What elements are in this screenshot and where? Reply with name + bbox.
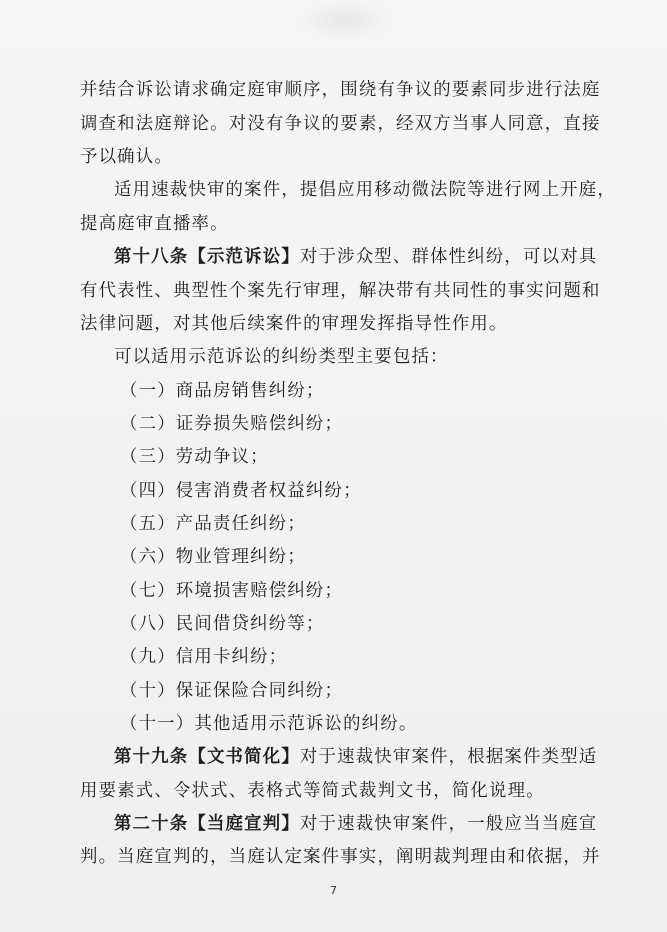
text-segment: 用要素式、令状式、表格式等简式裁判文书，简化说理。 — [80, 781, 545, 801]
article-title: 第二十条【当庭宣判】 — [114, 814, 300, 834]
text-segment: 判。当庭宣判的，当庭认定案件事实，阐明裁判理由和依据，并 — [80, 847, 601, 867]
list-item — [120, 512, 600, 536]
text-segment: 对于涉众型、群体性纠纷，可以对具 — [299, 247, 598, 267]
text-segment: 并结合诉讼请求确定庭审顺序，围绕有争议的要素同步进行法庭 — [80, 80, 601, 100]
text-segment: 适用速裁快审的案件，提倡应用移动微法院等进行网上开庭， — [114, 180, 616, 200]
text-line — [80, 78, 600, 102]
text-line — [80, 212, 600, 236]
text-line — [80, 145, 600, 169]
article-19-heading-line — [114, 745, 600, 769]
article-title: 第十九条【文书简化】 — [114, 747, 300, 767]
text-segment: 有代表性、典型性个案先行审理，解决带有共同性的事实问题和 — [80, 281, 601, 301]
text-line — [80, 845, 600, 869]
text-segment: 予以确认。 — [80, 147, 173, 167]
list-item — [120, 712, 600, 736]
list-item — [120, 412, 600, 436]
text-line — [80, 112, 600, 136]
text-segment: （三）劳动争议； — [120, 447, 269, 467]
list-item — [120, 645, 600, 669]
text-segment: 调查和法庭辩论。对没有争议的要素，经双方当事人同意，直接 — [80, 114, 601, 134]
page-number: 7 — [330, 884, 337, 897]
list-item — [120, 545, 600, 569]
text-line — [80, 779, 600, 803]
article-18-heading-line — [114, 245, 600, 269]
list-item — [120, 612, 600, 636]
text-segment: （九）信用卡纠纷； — [120, 647, 288, 667]
text-segment: （八）民间借贷纠纷等； — [120, 614, 325, 634]
text-segment: 提高庭审直播率。 — [80, 214, 229, 234]
list-item — [120, 479, 600, 503]
text-segment: （十）保证保险合同纠纷； — [120, 681, 344, 701]
text-segment: （五）产品责任纠纷； — [120, 514, 306, 534]
article-title: 第十八条【示范诉讼】 — [114, 247, 300, 267]
text-line — [80, 312, 600, 336]
article-20-heading-line — [114, 812, 600, 836]
list-item — [120, 379, 600, 403]
list-item — [120, 679, 600, 703]
text-segment: （十一）其他适用示范诉讼的纠纷。 — [120, 714, 418, 734]
text-segment: （七）环境损害赔偿纠纷； — [120, 581, 344, 601]
list-item — [120, 579, 600, 603]
text-line — [80, 279, 600, 303]
text-segment: （四）侵害消费者权益纠纷； — [120, 481, 362, 501]
text-segment: （六）物业管理纠纷； — [120, 547, 306, 567]
scan-shadow — [300, 0, 390, 40]
text-segment: （一）商品房销售纠纷； — [120, 381, 325, 401]
text-line — [114, 178, 616, 202]
list-item — [120, 445, 600, 469]
text-segment: 法律问题，对其他后续案件的审理发挥指导性作用。 — [80, 314, 508, 334]
text-segment: 对于速裁快审案件，一般应当当庭宣 — [299, 814, 598, 834]
text-segment: 可以适用示范诉讼的纠纷类型主要包括： — [114, 347, 449, 367]
text-segment: 对于速裁快审案件，根据案件类型适 — [299, 747, 598, 767]
text-line — [114, 345, 600, 369]
text-segment: （二）证券损失赔偿纠纷； — [120, 414, 344, 434]
